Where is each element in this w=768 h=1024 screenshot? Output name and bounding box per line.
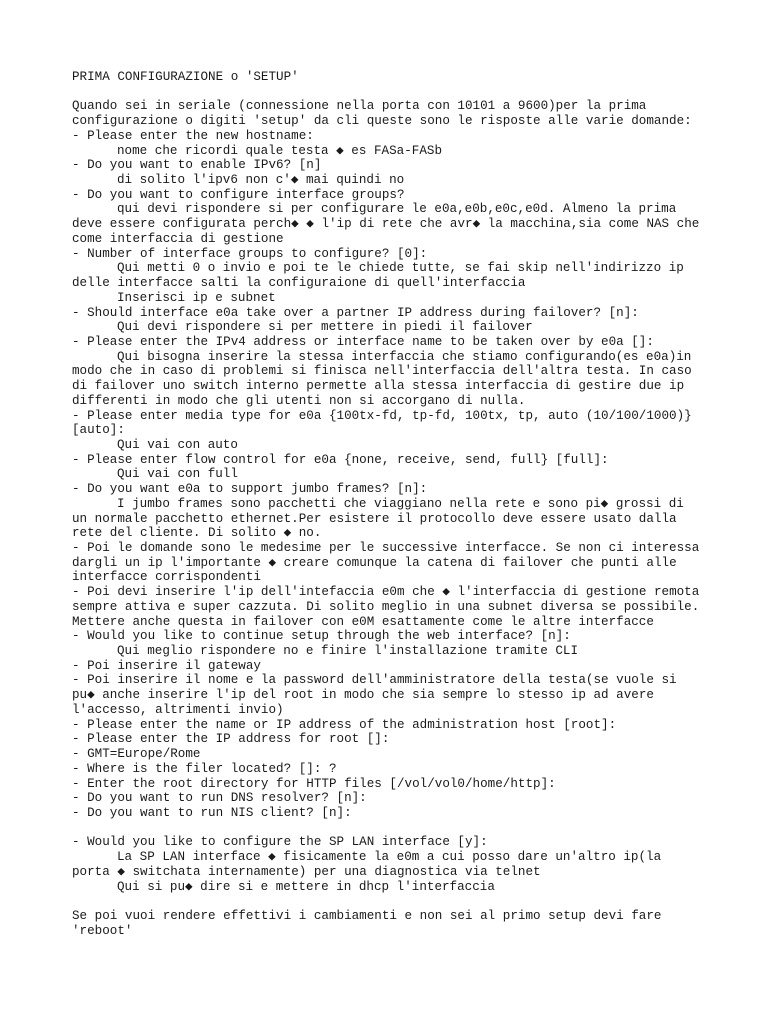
text-line: - Do you want to enable IPv6? [n]	[72, 158, 322, 173]
text-line: Se poi vuoi rendere effettivi i cambiamenti e non sei al primo setup devi fare	[72, 908, 662, 923]
document-title: PRIMA CONFIGURAZIONE o 'SETUP'	[72, 70, 299, 84]
text-line: - Should interface e0a take over a partner IP address during failover? [n]:	[72, 305, 639, 320]
blank-line	[72, 821, 712, 836]
text-line: - Please enter the IP address for root []:	[72, 732, 390, 747]
text-line: differenti in modo che gli utenti non si accorgano di nulla.	[72, 393, 526, 408]
text-line: nome che ricordi quale testa ◆ es FASa-FASb	[117, 143, 442, 158]
text-line: Qui meglio rispondere no e finire l'installazione tramite CLI	[117, 644, 579, 659]
text-line: - Please enter flow control for e0a {none, receive, send, full} [full]:	[72, 452, 609, 467]
text-line: Mettere anche questa in failover con e0M esattamente come le altre interfacce	[72, 614, 654, 629]
text-line: - Do you want to run NIS client? [n]:	[72, 805, 352, 820]
text-line: - Poi inserire il nome e la password dell'amministratore della testa(se vuole si	[72, 673, 677, 688]
text-line: - Would you like to continue setup through the web interface? [n]:	[72, 629, 571, 644]
text-line: - Poi inserire il gateway	[72, 658, 261, 673]
text-line: un normale pacchetto ethernet.Per esistere il protocollo deve essere usato dalla	[72, 511, 677, 526]
text-line: - Would you like to configure the SP LAN interface [y]:	[72, 835, 488, 850]
text-line: l'accesso, altrimenti invio)	[72, 702, 284, 717]
title-spacer	[72, 85, 712, 100]
text-line: La SP LAN interface ◆ fisicamente la e0m a cui posso dare un'altro ip(la	[117, 850, 662, 865]
text-line: dargli un ip l'importante ◆ creare comunque la catena di failover che punti alle	[72, 555, 677, 570]
text-line: - Please enter the new hostname:	[72, 128, 314, 143]
text-line: - Where is the filer located? []: ?	[72, 761, 337, 776]
text-line: - Do you want e0a to support jumbo frames? [n]:	[72, 482, 428, 497]
text-line: - Enter the root directory for HTTP files [/vol/vol0/home/http]:	[72, 776, 556, 791]
text-line: Quando sei in seriale (connessione nella porta con 10101 a 9600)per la prima	[72, 99, 647, 114]
text-line: Qui si pu◆ dire si e mettere in dhcp l'interfaccia	[117, 879, 495, 894]
text-line: - GMT=Europe/Rome	[72, 747, 201, 762]
text-line: Qui vai con auto	[117, 437, 238, 452]
text-line: di solito l'ipv6 non c'◆ mai quindi no	[117, 173, 405, 188]
text-line: - Please enter the IPv4 address or interface name to be taken over by e0a []:	[72, 334, 654, 349]
text-line: sempre attiva e super cazzuta. Di solito meglio in una subnet diversa se possibile.	[72, 599, 700, 614]
text-line: Inserisci ip e subnet	[117, 290, 276, 305]
text-line: - Please enter media type for e0a {100tx-fd, tp-fd, 100tx, tp, auto (10/100/1000)}	[72, 408, 692, 423]
document-page	[72, 70, 712, 938]
text-line: deve essere configurata perch◆ ◆ l'ip di rete che avr◆ la macchina,sia come NAS che	[72, 217, 700, 232]
text-line: di failover uno switch interno permette alla stessa interfaccia di gestire due ip	[72, 379, 685, 394]
text-line: - Poi devi inserire l'ip dell'intefaccia e0m che ◆ l'interfaccia di gestione remota	[72, 585, 700, 600]
text-line: delle interfacce salti la configuraione di quell'interfaccia	[72, 276, 526, 291]
text-line: [auto]:	[72, 423, 125, 438]
text-line: Qui metti 0 o invio e poi te le chiede tutte, se fai skip nell'indirizzo ip	[117, 261, 684, 276]
text-line: configurazione o digiti 'setup' da cli queste sono le risposte alle varie domande:	[72, 114, 692, 129]
text-line: 'reboot'	[72, 923, 133, 938]
blank-line	[72, 894, 712, 909]
text-line: Qui vai con full	[117, 467, 238, 482]
text-line: - Do you want to configure interface groups?	[72, 187, 405, 202]
text-line: qui devi rispondere si per configurare le e0a,e0b,e0c,e0d. Almeno la prima	[117, 202, 677, 217]
text-line: rete del cliente. Di solito ◆ no.	[72, 526, 322, 541]
text-line: I jumbo frames sono pacchetti che viaggiano nella rete e sono pi◆ grossi di	[117, 496, 684, 511]
text-line: come interfaccia di gestione	[72, 231, 284, 246]
text-line: - Poi le domande sono le medesime per le successive interfacce. Se non ci interessa	[72, 541, 700, 555]
text-line: Qui bisogna inserire la stessa interfaccia che stiamo configurando(es e0a)in	[117, 349, 692, 364]
text-line: interfacce corrispondenti	[72, 570, 261, 585]
text-line: porta ◆ switchata internamente) per una diagnostica via telnet	[72, 864, 541, 879]
document-body	[72, 99, 712, 938]
text-line: - Number of interface groups to configure? [0]:	[72, 246, 428, 261]
text-line: pu◆ anche inserire l'ip del root in modo che sia sempre lo stesso ip ad avere	[72, 688, 654, 703]
text-line: - Do you want to run DNS resolver? [n]:	[72, 791, 367, 806]
text-line: - Please enter the name or IP address of the administration host [root]:	[72, 717, 617, 732]
text-line: modo che in caso di problemi si finisca nell'interfaccia dell'altra testa. In caso	[72, 364, 692, 379]
text-line: Qui devi rispondere si per mettere in piedi il failover	[117, 320, 533, 335]
